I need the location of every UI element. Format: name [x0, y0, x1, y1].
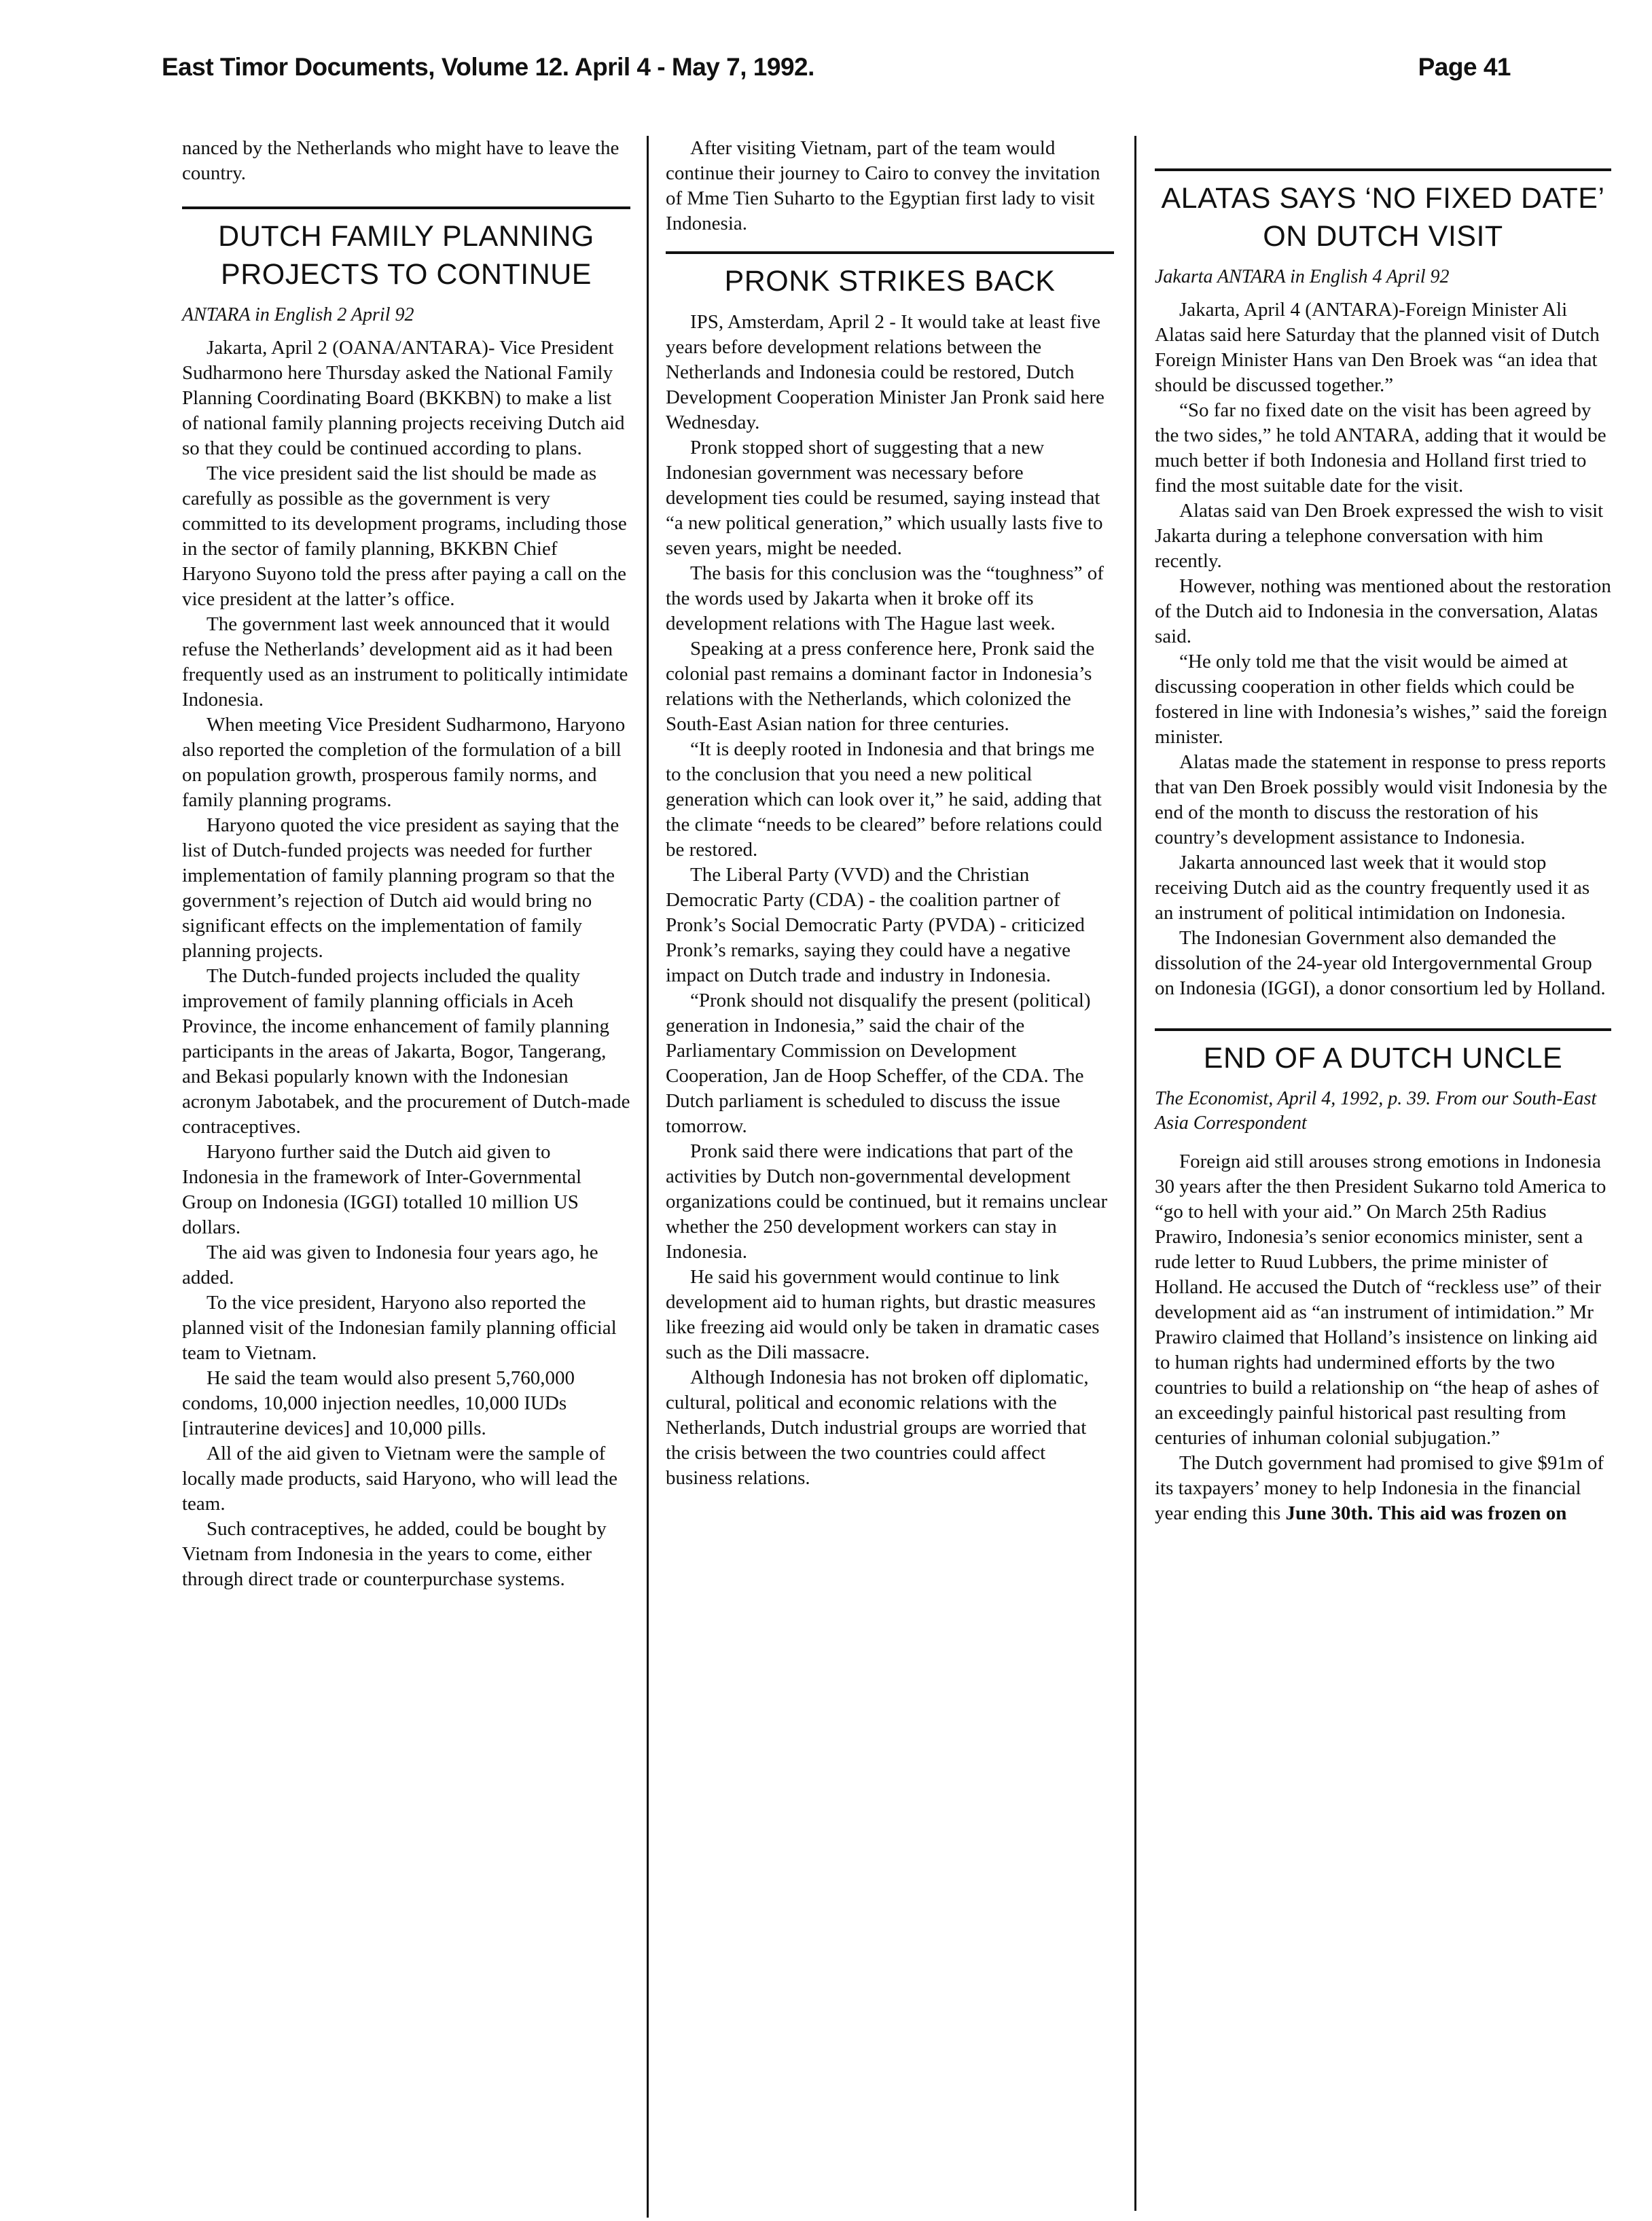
paragraph: Speaking at a press conference here, Pronk said the colonial past remains a dominant factor in Indonesia’s relations with the Netherlands, which colonized the South-East Asian nation for three centuries. — [666, 638, 1095, 735]
paragraph: The vice president said the list should be made as carefully as possible as the government is very committed to its development programs, including those in the sector of family planning, BKKBN Chief Haryono Suyono told the press after paying a call on the vice president at the latter’s office. — [182, 463, 627, 610]
paragraph: The government last week announced that it would refuse the Netherlands’ development aid as it had been frequently used as an instrument to politically intimidate Indonesia. — [182, 613, 628, 710]
article-headline-dutch-uncle: END OF A DUTCH UNCLE — [1203, 1042, 1563, 1075]
paragraph: Such contraceptives, he added, could be bought by Vietnam from Indonesia in the years to come, either through direct trade or counterpurchase systems. — [182, 1518, 607, 1590]
article-headline-dutch-family-planning: DUTCH FAMILY PLANNING PROJECTS TO CONTINUE — [218, 220, 594, 291]
paragraph: Haryono further said the Dutch aid given to Indonesia in the framework of Inter-Governmental Group on Indonesia (IGGI) totalled 10 million US dollars. — [182, 1141, 582, 1238]
column-divider-right — [1134, 136, 1136, 2211]
continued-text: nanced by the Netherlands who might have to leave the country. — [182, 137, 620, 184]
paragraph: Alatas said van Den Broek expressed the wish to visit Jakarta during a telephone conversation with him recently. — [1155, 500, 1604, 572]
paragraph: He said his government would continue to link development aid to human rights, but drastic measures like freezing aid would only be taken in dramatic cases such as the Dili massacre. — [666, 1266, 1100, 1363]
paragraph: Jakarta, April 4 (ANTARA)-Foreign Minister Ali Alatas said here Saturday that the planned visit of Dutch Foreign Minister Hans van Den Broek was “an idea that should be discussed together.” — [1155, 299, 1600, 396]
paragraph: However, nothing was mentioned about the restoration of the Dutch aid to Indonesia in the conversation, Alatas said. — [1155, 575, 1611, 647]
paragraph: The Indonesian Government also demanded the dissolution of the 24-year old Intergovernmental Group on Indonesia (IGGI), a donor consortium led by Holland. — [1155, 927, 1606, 999]
paragraph: “Pronk should not disqualify the present (political) generation in Indonesia,” said the chair of the Parliamentary Commission on Development Cooperation, Jan de Hoop Scheffer, of the CDA. The Dutch parliament is scheduled to discuss the issue tomorrow. — [666, 990, 1091, 1137]
column-divider-left — [647, 136, 649, 2218]
paragraph: Haryono quoted the vice president as saying that the list of Dutch-funded projects was needed for further implementation of family planning program so that the government’s rejection of Dutch aid would bring no significant effects on the implementation of family planning projects. — [182, 814, 620, 962]
paragraph: When meeting Vice President Sudharmono, Haryono also reported the completion of the formulation of a bill on population growth, prosperous family norms, and family planning programs. — [182, 714, 626, 811]
paragraph: Pronk stopped short of suggesting that a new Indonesian government was necessary before development ties could be resumed, saying instead that “a new political generation,” which usually lasts five to seven years, might be needed. — [666, 437, 1103, 559]
article-source: Jakarta ANTARA in English 4 April 92 — [1155, 266, 1450, 287]
article-headline-pronk-strikes-back: PRONK STRIKES BACK — [724, 265, 1056, 297]
article-source: ANTARA in English 2 April 92 — [182, 304, 414, 325]
paragraph: “He only told me that the visit would be aimed at discussing cooperation in other fields which could be fostered in line with Indonesia’s wishes,” said the foreign minister. — [1155, 651, 1608, 748]
paragraph-last-text: The Dutch government had promised to give $91m of its taxpayers’ money to help Indonesia in the financial year ending this — [1155, 1452, 1604, 1524]
page-header — [162, 53, 1511, 94]
paragraph: He said the team would also present 5,760,000 condoms, 10,000 injection needles, 10,000 IUDs [intrauterine devices] and 10,000 pills. — [182, 1367, 575, 1439]
paragraph: The aid was given to Indonesia four years ago, he added. — [182, 1242, 598, 1288]
paragraph: The basis for this conclusion was the “toughness” of the words used by Jakarta when it broke off its development relations with The Hague last week. — [666, 562, 1104, 634]
page-number: Page 41 — [1418, 53, 1511, 81]
paragraph: Although Indonesia has not broken off diplomatic, cultural, political and economic relations with the Netherlands, Dutch industrial groups are worried that the crisis between the two countries could affect business relations. — [666, 1367, 1089, 1489]
article-rule — [1155, 168, 1611, 171]
article-rule — [666, 251, 1114, 254]
paragraph: The Liberal Party (VVD) and the Christian Democratic Party (CDA) - the coalition partner of Pronk’s Social Democratic Party (PVDA) - criticized Pronk’s remarks, saying they could have a negative impact on Dutch trade and industry in Indonesia. — [666, 864, 1085, 986]
paragraph: Foreign aid still arouses strong emotions in Indonesia 30 years after the then President Sukarno told America to “go to hell with your aid.” On March 25th Radius Prawiro, Indonesia’s senior economics minister, sent a rude letter to Ruud Lubbers, the prime minister of Holland. He accused the Dutch of “reckless use” of their development aid as “an instrument of intimidation.” Mr Prawiro claimed that Holland’s insistence on linking aid to human rights had undermined efforts by the two countries to build a relationship on “the heap of ashes of an exceedingly painful historical past resulting from centuries of inhuman colonial subjugation.” — [1155, 1151, 1606, 1449]
article-rule — [182, 206, 630, 209]
article-source: The Economist, April 4, 1992, p. 39. From our South-East Asia Correspondent — [1155, 1088, 1597, 1134]
paragraph-last-bold-text: June 30th. This aid was frozen on — [1280, 1502, 1567, 1524]
column-1 — [182, 136, 630, 1592]
paragraph-last — [1155, 1451, 1611, 1526]
running-title: East Timor Documents, Volume 12. April 4 - May 7, 1992. — [162, 53, 814, 81]
column-3 — [1155, 136, 1611, 1526]
continued-text: After visiting Vietnam, part of the team would continue their journey to Cairo to convey the invitation of Mme Tien Suharto to the Egyptian first lady to visit Indonesia. — [666, 137, 1100, 234]
paragraph: Jakarta, April 2 (OANA/ANTARA)- Vice President Sudharmono here Thursday asked the National Family Planning Coordinating Board (BKKBN) to make a list of national family planning projects receiving Dutch aid so that they could be continued according to plans. — [182, 337, 625, 459]
paragraph: All of the aid given to Vietnam were the sample of locally made products, said Haryono, who will lead the team. — [182, 1443, 618, 1515]
paragraph: To the vice president, Haryono also reported the planned visit of the Indonesian family planning official team to Vietnam. — [182, 1292, 617, 1364]
paragraph: Jakarta announced last week that it would stop receiving Dutch aid as the country frequently used it as an instrument of political intimidation on Indonesia. — [1155, 852, 1590, 924]
article-headline-alatas: ALATAS SAYS ‘NO FIXED DATE’ ON DUTCH VISIT — [1161, 182, 1605, 253]
paragraph: Pronk said there were indications that part of the activities by Dutch non-governmental development organizations could be continued, but it remains unclear whether the 250 development workers can stay in Indonesia. — [666, 1140, 1108, 1263]
paragraph: IPS, Amsterdam, April 2 - It would take at least five years before development relations between the Netherlands and Indonesia could be restored, Dutch Development Cooperation Minister Jan Pronk said here Wednesday. — [666, 311, 1105, 433]
article-rule — [1155, 1028, 1611, 1031]
paragraph: The Dutch-funded projects included the quality improvement of family planning officials in Aceh Province, the income enhancement of family planning participants in the areas of Jakarta, Bogor, Tangerang, and Bekasi popularly known with the Indonesian acronym Jabotabek, and the procurement of Dutch-made contraceptives. — [182, 965, 630, 1138]
paragraph: Alatas made the statement in response to press reports that van Den Broek possibly would visit Indonesia by the end of the month to discuss the restoration of his country’s development assistance to Indonesia. — [1155, 751, 1608, 848]
paragraph: “It is deeply rooted in Indonesia and that brings me to the conclusion that you need a new political generation which can look over it,” he said, adding that the climate “needs to be cleared” before relations could be restored. — [666, 738, 1102, 861]
column-2 — [666, 136, 1114, 1491]
paragraph: “So far no fixed date on the visit has been agreed by the two sides,” he told ANTARA, adding that it would be much better if both Indonesia and Holland first tried to find the most suitable date for the visit. — [1155, 399, 1606, 496]
